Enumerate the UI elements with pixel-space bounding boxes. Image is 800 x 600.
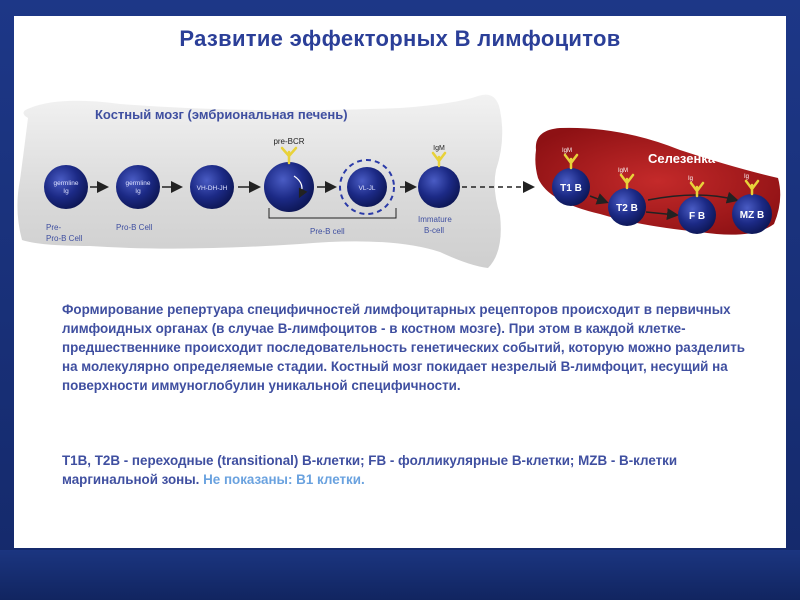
cell-name: T1 B [560,183,582,194]
description-paragraph: Формирование репертуара специфичностей лимфоцитарных рецепторов происходит в первичных лимфоидных органах (в случае В-лимфоцитов - в костном мозге). При этом в каждой клетке-предшественнике происходит последовательность генетических событий, которую можно разделить на молекулярно определяемые стадии. Костный мозг покидает незрелый В-лимфоцит, несущий на поверхности иммуноглобулин уникальной специфичности. [62,302,746,393]
legend-text: T1B, T2B - переходные (transitional) В-клетки; FB - фолликулярные В-клетки; MZB - В-клетки маргинальной зоны. [62,453,678,487]
cell-stage-label: Immature [418,215,452,224]
slide-title: Развитие эффекторных В лимфоцитов [179,26,621,51]
cell-stage-label: Pre- [46,223,62,232]
not-shown-note: Не показаны: В1 клетки. [203,472,365,487]
cell-inner-label: VL-JL [358,185,376,192]
cell-inner-label: Ig [63,188,69,195]
cell-stage-label: B-cell [424,226,445,235]
cell-inner-label: germline [125,180,151,187]
cell-inner-label: germline [53,180,79,187]
b-cell-development-diagram [0,0,800,290]
bone-marrow-label: Костный мозг (эмбриональная печень) [95,107,348,122]
cell-inner-label: VH-DH-JH [196,185,228,192]
spleen-label: Селезенка [648,151,716,166]
bottom-band [0,550,800,600]
pre-b-label: Pre-B cell [310,227,345,236]
cell-top-label: IgM [618,168,629,174]
cell-top-label: Ig [688,176,694,182]
legend-paragraph [62,451,752,489]
cell-name: MZ B [739,210,765,221]
cell-top-label: Ig [744,174,750,180]
cell-stage-label: Pro-B Cell [116,223,153,232]
cell-inner-label: Ig [135,188,141,195]
cell-stage-label: Pro-B Cell [46,234,83,243]
vdj-cell [190,165,234,209]
cell-top-label: pre-BCR [273,137,305,146]
cell-top-label: IgM [433,145,445,152]
cell-name: F B [688,211,706,222]
cell-top-label: IgM [562,148,573,154]
cell-name: T2 B [616,203,638,214]
